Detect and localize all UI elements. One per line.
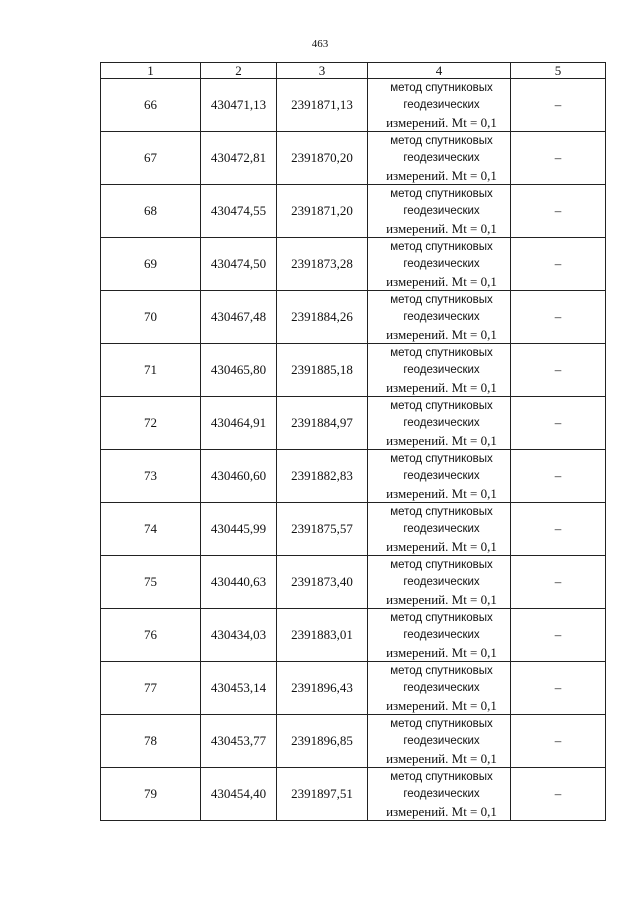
method-text-line: измерений. Mt = 0,1 bbox=[386, 697, 497, 713]
table-row bbox=[101, 132, 606, 185]
method-text-line: метод спутниковых bbox=[390, 505, 493, 518]
note-cell: – bbox=[511, 132, 606, 185]
table-row bbox=[101, 715, 606, 768]
table-row bbox=[101, 450, 606, 503]
point-number-cell: 72 bbox=[101, 397, 201, 450]
y-coordinate-cell: 2391883,01 bbox=[277, 609, 368, 662]
y-coordinate-cell: 2391875,57 bbox=[277, 503, 368, 556]
method-cell bbox=[368, 291, 511, 344]
x-coordinate-cell: 430465,80 bbox=[201, 344, 277, 397]
point-number-cell: 71 bbox=[101, 344, 201, 397]
x-coordinate-cell: 430454,40 bbox=[201, 768, 277, 821]
method-text-line: метод спутниковых bbox=[390, 187, 493, 200]
x-coordinate-cell: 430460,60 bbox=[201, 450, 277, 503]
method-text-line: измерений. Mt = 0,1 bbox=[386, 803, 497, 819]
note-cell: – bbox=[511, 662, 606, 715]
table-row bbox=[101, 185, 606, 238]
method-text-line: геодезических bbox=[403, 204, 480, 217]
method-text-line: измерений. Mt = 0,1 bbox=[386, 591, 497, 607]
note-cell: – bbox=[511, 185, 606, 238]
column-header-5: 5 bbox=[511, 63, 606, 79]
note-cell: – bbox=[511, 768, 606, 821]
x-coordinate-cell: 430434,03 bbox=[201, 609, 277, 662]
method-cell bbox=[368, 715, 511, 768]
method-text-line: метод спутниковых bbox=[390, 81, 493, 94]
y-coordinate-cell: 2391885,18 bbox=[277, 344, 368, 397]
method-text-line: метод спутниковых bbox=[390, 558, 493, 571]
table-row bbox=[101, 291, 606, 344]
y-coordinate-cell: 2391882,83 bbox=[277, 450, 368, 503]
note-cell: – bbox=[511, 609, 606, 662]
x-coordinate-cell: 430471,13 bbox=[201, 79, 277, 132]
x-coordinate-cell: 430440,63 bbox=[201, 556, 277, 609]
method-cell bbox=[368, 238, 511, 291]
table-row bbox=[101, 609, 606, 662]
method-text-line: измерений. Mt = 0,1 bbox=[386, 167, 497, 183]
method-text-line: измерений. Mt = 0,1 bbox=[386, 432, 497, 448]
method-cell bbox=[368, 609, 511, 662]
method-text-line: геодезических bbox=[403, 98, 480, 111]
column-header-1: 1 bbox=[101, 63, 201, 79]
point-number-cell: 68 bbox=[101, 185, 201, 238]
method-text-line: измерений. Mt = 0,1 bbox=[386, 750, 497, 766]
table-row bbox=[101, 79, 606, 132]
note-cell: – bbox=[511, 503, 606, 556]
y-coordinate-cell: 2391871,13 bbox=[277, 79, 368, 132]
note-cell: – bbox=[511, 291, 606, 344]
method-cell bbox=[368, 344, 511, 397]
method-cell bbox=[368, 397, 511, 450]
x-coordinate-cell: 430472,81 bbox=[201, 132, 277, 185]
method-text-line: геодезических bbox=[403, 310, 480, 323]
note-cell: – bbox=[511, 397, 606, 450]
coordinates-table bbox=[100, 62, 606, 821]
method-text-line: метод спутниковых bbox=[390, 452, 493, 465]
column-header-4: 4 bbox=[368, 63, 511, 79]
x-coordinate-cell: 430464,91 bbox=[201, 397, 277, 450]
y-coordinate-cell: 2391896,85 bbox=[277, 715, 368, 768]
x-coordinate-cell: 430474,55 bbox=[201, 185, 277, 238]
method-text-line: метод спутниковых bbox=[390, 240, 493, 253]
method-cell bbox=[368, 450, 511, 503]
x-coordinate-cell: 430467,48 bbox=[201, 291, 277, 344]
point-number-cell: 70 bbox=[101, 291, 201, 344]
method-cell bbox=[368, 768, 511, 821]
x-coordinate-cell: 430453,14 bbox=[201, 662, 277, 715]
method-text-line: измерений. Mt = 0,1 bbox=[386, 538, 497, 554]
method-text-line: метод спутниковых bbox=[390, 664, 493, 677]
method-text-line: метод спутниковых bbox=[390, 770, 493, 783]
method-cell bbox=[368, 185, 511, 238]
table-row bbox=[101, 503, 606, 556]
method-text-line: измерений. Mt = 0,1 bbox=[386, 220, 497, 236]
method-text-line: геодезических bbox=[403, 151, 480, 164]
note-cell: – bbox=[511, 715, 606, 768]
point-number-cell: 78 bbox=[101, 715, 201, 768]
note-cell: – bbox=[511, 556, 606, 609]
table-row bbox=[101, 238, 606, 291]
method-text-line: измерений. Mt = 0,1 bbox=[386, 326, 497, 342]
method-text-line: измерений. Mt = 0,1 bbox=[386, 644, 497, 660]
point-number-cell: 73 bbox=[101, 450, 201, 503]
y-coordinate-cell: 2391870,20 bbox=[277, 132, 368, 185]
method-text-line: геодезических bbox=[403, 681, 480, 694]
method-text-line: геодезических bbox=[403, 787, 480, 800]
method-text-line: метод спутниковых bbox=[390, 134, 493, 147]
method-text-line: метод спутниковых bbox=[390, 346, 493, 359]
table-row bbox=[101, 397, 606, 450]
table-row bbox=[101, 344, 606, 397]
method-cell bbox=[368, 556, 511, 609]
column-header-2: 2 bbox=[201, 63, 277, 79]
table-header-row bbox=[101, 63, 606, 79]
method-text-line: измерений. Mt = 0,1 bbox=[386, 273, 497, 289]
y-coordinate-cell: 2391873,40 bbox=[277, 556, 368, 609]
method-text-line: геодезических bbox=[403, 522, 480, 535]
page-number: 463 bbox=[311, 38, 329, 50]
method-text-line: метод спутниковых bbox=[390, 293, 493, 306]
point-number-cell: 74 bbox=[101, 503, 201, 556]
table-row bbox=[101, 768, 606, 821]
method-cell bbox=[368, 503, 511, 556]
method-text-line: метод спутниковых bbox=[390, 399, 493, 412]
point-number-cell: 69 bbox=[101, 238, 201, 291]
method-text-line: геодезических bbox=[403, 416, 480, 429]
method-text-line: геодезических bbox=[403, 363, 480, 376]
y-coordinate-cell: 2391871,20 bbox=[277, 185, 368, 238]
x-coordinate-cell: 430445,99 bbox=[201, 503, 277, 556]
method-text-line: метод спутниковых bbox=[390, 717, 493, 730]
method-text-line: измерений. Mt = 0,1 bbox=[386, 379, 497, 395]
y-coordinate-cell: 2391884,26 bbox=[277, 291, 368, 344]
point-number-cell: 67 bbox=[101, 132, 201, 185]
y-coordinate-cell: 2391884,97 bbox=[277, 397, 368, 450]
method-text-line: геодезических bbox=[403, 628, 480, 641]
method-cell bbox=[368, 662, 511, 715]
point-number-cell: 76 bbox=[101, 609, 201, 662]
note-cell: – bbox=[511, 79, 606, 132]
point-number-cell: 66 bbox=[101, 79, 201, 132]
method-text-line: геодезических bbox=[403, 469, 480, 482]
table-row bbox=[101, 556, 606, 609]
y-coordinate-cell: 2391897,51 bbox=[277, 768, 368, 821]
point-number-cell: 75 bbox=[101, 556, 201, 609]
x-coordinate-cell: 430453,77 bbox=[201, 715, 277, 768]
method-text-line: геодезических bbox=[403, 734, 480, 747]
point-number-cell: 79 bbox=[101, 768, 201, 821]
method-text-line: геодезических bbox=[403, 575, 480, 588]
column-header-3: 3 bbox=[277, 63, 368, 79]
method-text-line: измерений. Mt = 0,1 bbox=[386, 114, 497, 130]
method-text-line: геодезических bbox=[403, 257, 480, 270]
method-cell bbox=[368, 79, 511, 132]
note-cell: – bbox=[511, 238, 606, 291]
method-cell bbox=[368, 132, 511, 185]
note-cell: – bbox=[511, 344, 606, 397]
point-number-cell: 77 bbox=[101, 662, 201, 715]
note-cell: – bbox=[511, 450, 606, 503]
method-text-line: метод спутниковых bbox=[390, 611, 493, 624]
x-coordinate-cell: 430474,50 bbox=[201, 238, 277, 291]
method-text-line: измерений. Mt = 0,1 bbox=[386, 485, 497, 501]
y-coordinate-cell: 2391873,28 bbox=[277, 238, 368, 291]
y-coordinate-cell: 2391896,43 bbox=[277, 662, 368, 715]
table-row bbox=[101, 662, 606, 715]
